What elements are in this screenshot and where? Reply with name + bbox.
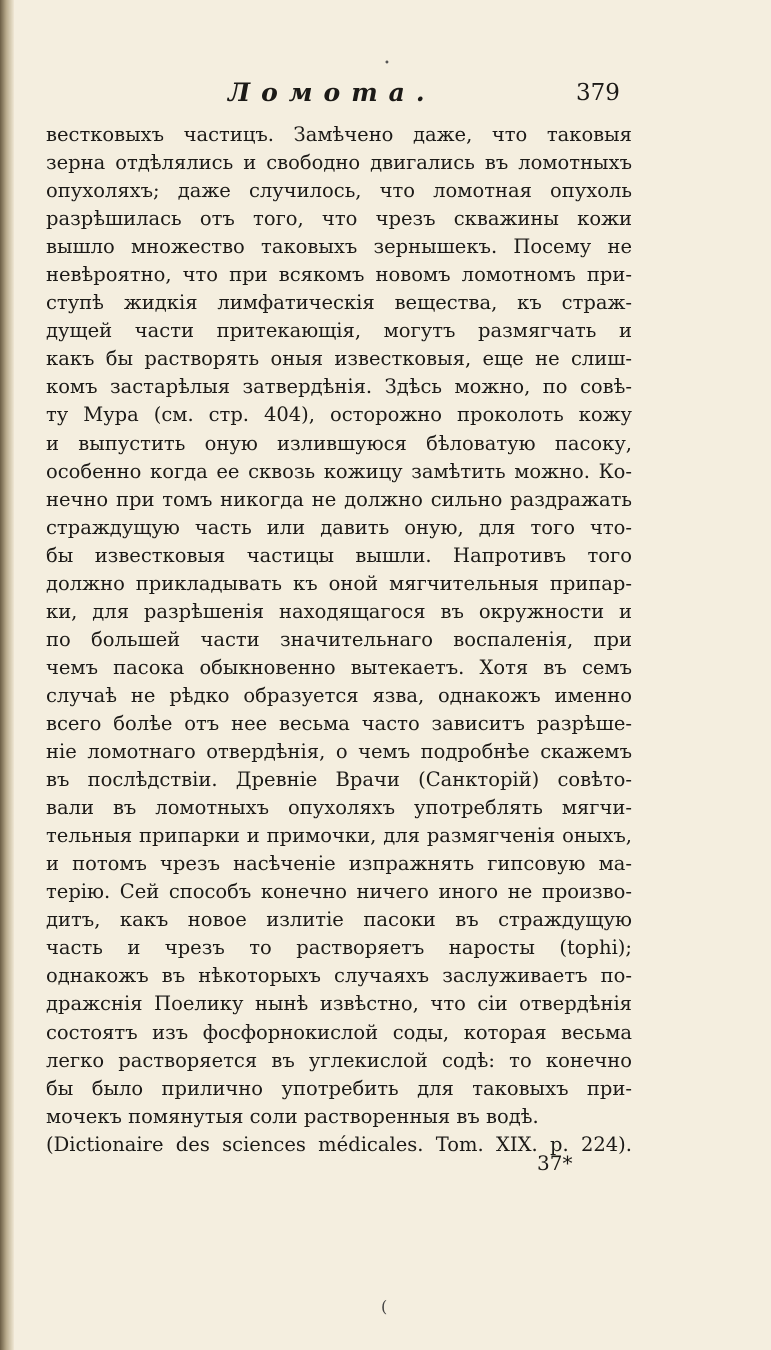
text-line: должно прикладывать къ оной мягчительныя припар- <box>46 571 632 595</box>
text-line: въ послѣдствіи. Древніе Врачи (Санкторій) совѣто- <box>46 768 632 792</box>
text-line: бы было прилично употребить для таковыхъ при- <box>46 1076 632 1100</box>
text-line: дитъ, какъ новое излитіе пасоки въ страждущую <box>46 908 632 932</box>
text-line: невѣроятно, что при всякомъ новомъ ломотномъ при- <box>46 263 632 287</box>
text-line: ки, для разрѣшенія находящагося въ окружности и <box>46 599 632 623</box>
text-line: опухоляхъ; даже случилось, что ломотная опухоль <box>46 179 632 203</box>
printers-signature-mark: 37* <box>537 1151 573 1175</box>
bibliographic-citation: (Dictionaire des sciences médicales. Tom. XIX. p. 224). <box>46 1132 632 1156</box>
text-line: вали въ ломотныхъ опухоляхъ употреблять мягчи- <box>46 796 632 820</box>
text-line: ніе ломотнаго отвердѣнія, о чемъ подробнѣе скажемъ <box>46 740 632 764</box>
text-line: дущей части притекающія, могутъ размягчать и <box>46 319 632 343</box>
ink-speck-decoration: ( <box>381 1297 388 1316</box>
text-line: особенно когда ее сквозь кожицу замѣтить можно. Ко- <box>46 459 632 483</box>
text-line: и выпустить оную излившуюся бѣловатую пасоку, <box>46 431 632 455</box>
text-line: мочекъ помянутыя соли растворенныя въ водѣ. <box>46 1104 539 1128</box>
text-line: дражснія Поелику нынѣ извѣстно, что сіи отвердѣнія <box>46 992 632 1016</box>
text-line: однакожъ въ нѣкоторыхъ случаяхъ заслуживаетъ по- <box>46 964 632 988</box>
text-line: состоятъ изъ фосфорнокислой соды, которая весьма <box>46 1020 632 1044</box>
ink-speck-decoration: • <box>384 58 390 69</box>
text-line: бы известковыя частицы вышли. Напротивъ того <box>46 543 632 567</box>
text-line: нечно при томъ никогда не должно сильно раздражать <box>46 487 632 511</box>
text-line: зерна отдѣлялись и свободно двигались въ ломотныхъ <box>46 151 632 175</box>
running-title: Ломота. <box>228 78 436 107</box>
text-line: разрѣшилась отъ того, что чрезъ скважины кожи <box>46 207 632 231</box>
text-line: терію. Сей способъ конечно ничего иного не произво- <box>46 880 632 904</box>
text-line: какъ бы растворять оныя известковыя, еще не слиш- <box>46 347 632 371</box>
text-line: легко растворяется въ углекислой содѣ: то конечно <box>46 1048 632 1072</box>
text-line: случаѣ не рѣдко образуется язва, однакожъ именно <box>46 683 632 707</box>
text-line: всего болѣе отъ нее весьма часто зависитъ разрѣше- <box>46 711 632 735</box>
page-header <box>0 78 771 112</box>
text-line: ступѣ жидкія лимфатическія вещества, къ страж- <box>46 291 632 315</box>
text-line: тельныя припарки и примочки, для размягченія оныхъ, <box>46 824 632 848</box>
text-line: вестковыхъ частицъ. Замѣчено даже, что таковыя <box>46 123 632 146</box>
text-line: чемъ пасока обыкновенно вытекаетъ. Хотя въ семъ <box>46 655 632 679</box>
page-number: 379 <box>576 80 620 106</box>
text-line: комъ застарѣлыя затвердѣнія. Здѣсь можно, по совѣ- <box>46 375 632 399</box>
text-line: страждущую часть или давить оную, для того что- <box>46 515 632 539</box>
body-text <box>46 121 632 1159</box>
text-line: и потомъ чрезъ насѣченіе изпражнять гипсовую ма- <box>46 852 632 876</box>
text-line: по большей части значительнаго воспаленія, при <box>46 627 632 651</box>
text-line: вышло множество таковыхъ зернышекъ. Посему не <box>46 235 632 259</box>
text-line: часть и чрезъ то растворяетъ наросты (tophi); <box>46 936 632 960</box>
text-line: ту Мура (см. стр. 404), осторожно проколоть кожу <box>46 403 632 427</box>
